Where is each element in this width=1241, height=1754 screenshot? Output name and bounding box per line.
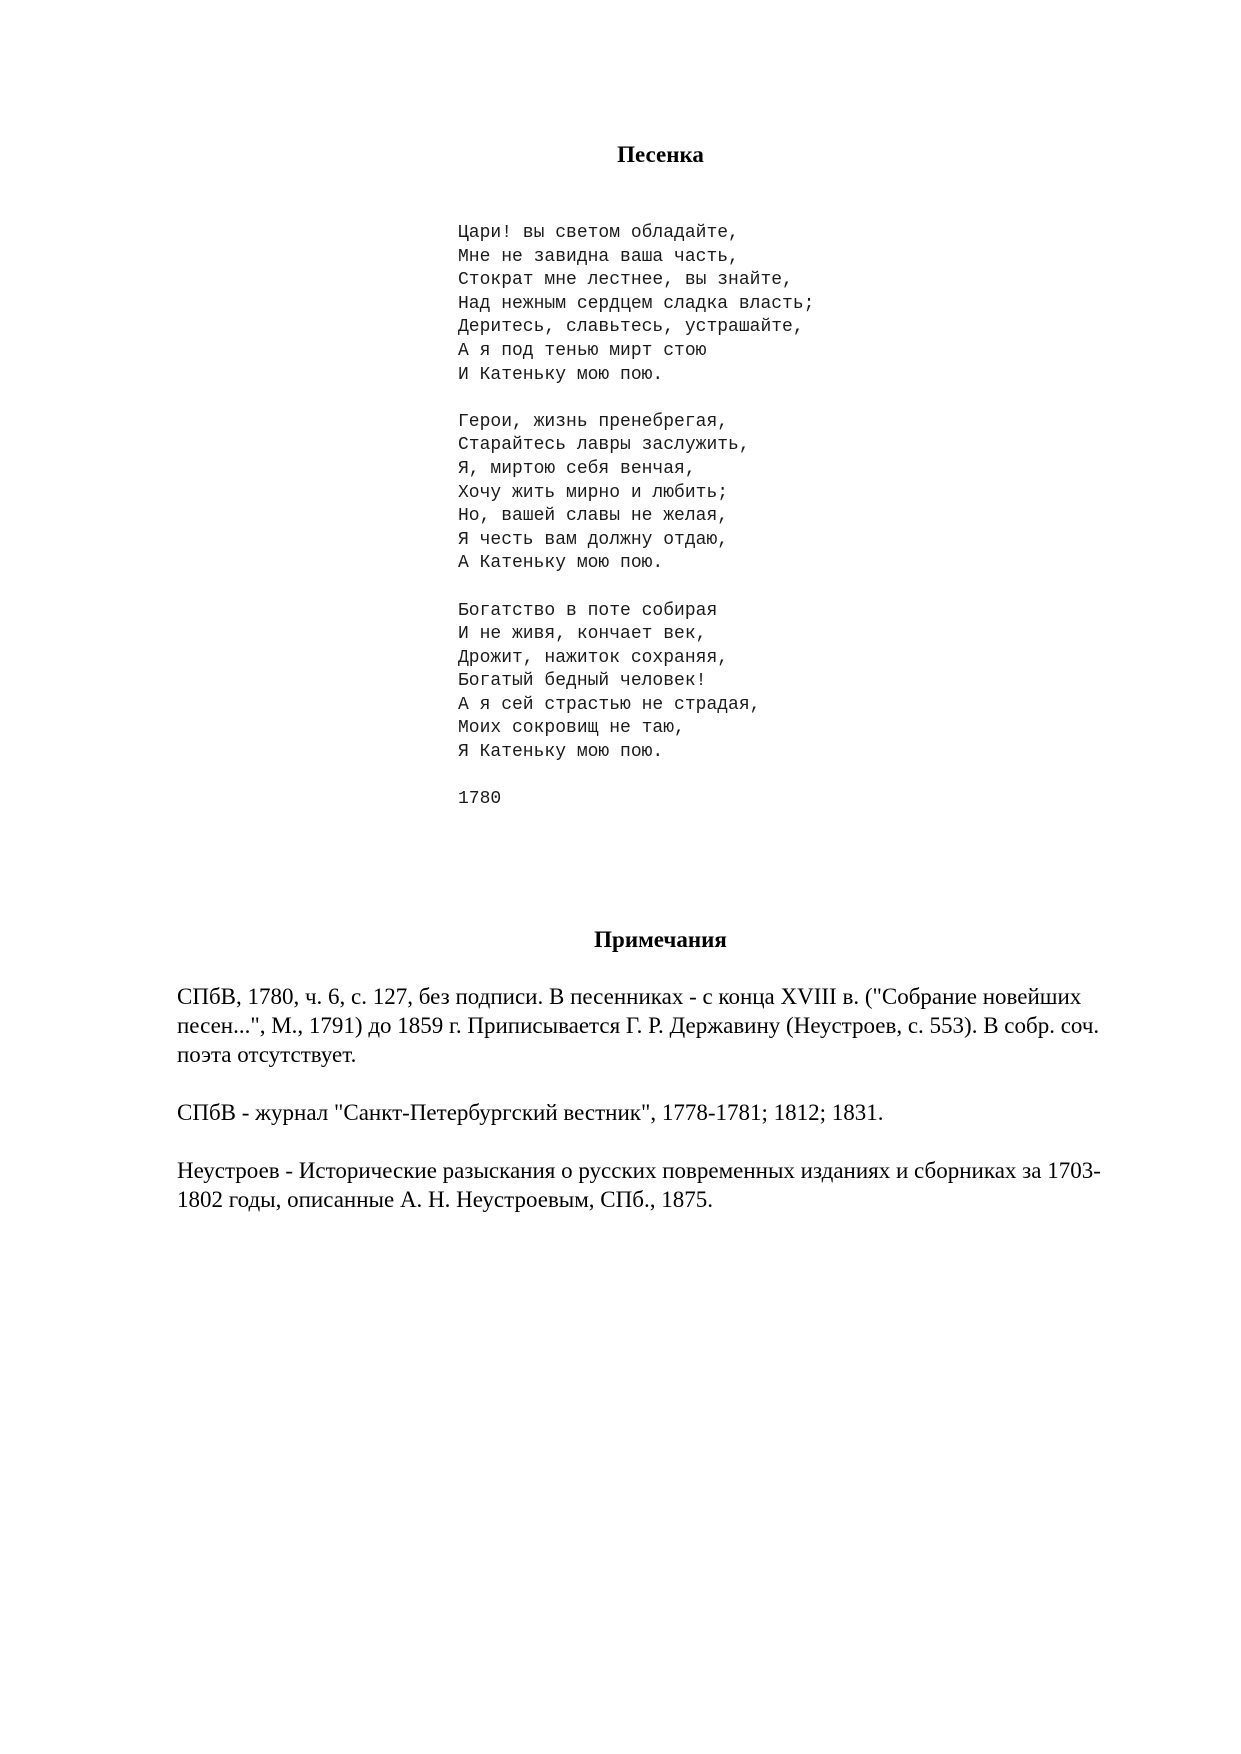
poem-line: Богатый бедный человек!	[458, 671, 707, 692]
poem-line: Но, вашей славы не желая,	[458, 506, 729, 527]
stanza-3	[458, 600, 978, 765]
poem-line: А я под тенью мирт стою	[458, 340, 707, 361]
poem-line: Богатство в поте собирая	[458, 600, 718, 621]
poem-line: Мне не завидна ваша часть,	[458, 246, 739, 267]
stanza-1	[458, 222, 978, 387]
poem-line: Деритесь, славьтесь, устрашайте,	[458, 317, 804, 338]
poem-line: Моих сокровищ не таю,	[458, 718, 685, 739]
poem-line: И Катеньку мою пою.	[458, 364, 664, 385]
note-paragraph: Неустроев - Исторические разыскания о русских повременных изданиях и сборниках за 1703-1802 годы, описанные А. Н. Неустроевым, СПб., 1875.	[177, 1158, 1101, 1212]
poem-year: 1780	[458, 789, 502, 810]
notes-title: Примечания	[594, 927, 727, 952]
poem-line: Дрожит, нажиток сохраняя,	[458, 647, 729, 668]
notes-section	[177, 982, 1137, 1243]
note-paragraph: СПбВ, 1780, ч. 6, с. 127, без подписи. В песенниках - с конца XVIII в. ("Собрание новейших песен...", М., 1791) до 1859 г. Приписывается Г. Р. Державину (Неустроев, с. 553). В собр. соч. поэта отсутствует.	[177, 984, 1100, 1067]
poem-line: А я сей страстью не страдая,	[458, 694, 761, 715]
poem-line: Над нежным сердцем сладка власть;	[458, 293, 815, 314]
poem-line: Старайтесь лавры заслужить,	[458, 435, 750, 456]
poem-title: Песенка	[617, 142, 704, 167]
poem-line: А Катеньку мою пою.	[458, 553, 664, 574]
poem-body	[458, 222, 978, 812]
poem-line: Я честь вам должну отдаю,	[458, 529, 729, 550]
poem-line: И не живя, кончает век,	[458, 624, 707, 645]
poem-line: Я, миртою себя венчая,	[458, 458, 696, 479]
poem-line: Цари! вы светом обладайте,	[458, 223, 739, 243]
note-paragraph: СПбВ - журнал "Санкт-Петербургский вестник", 1778-1781; 1812; 1831.	[177, 1100, 884, 1125]
poem-line: Хочу жить мирно и любить;	[458, 482, 729, 503]
poem-line: Герои, жизнь пренебрегая,	[458, 411, 729, 432]
poem-line: Стократ мне лестнее, вы знайте,	[458, 270, 793, 291]
stanza-2	[458, 411, 978, 576]
poem-line: Я Катеньку мою пою.	[458, 742, 664, 763]
